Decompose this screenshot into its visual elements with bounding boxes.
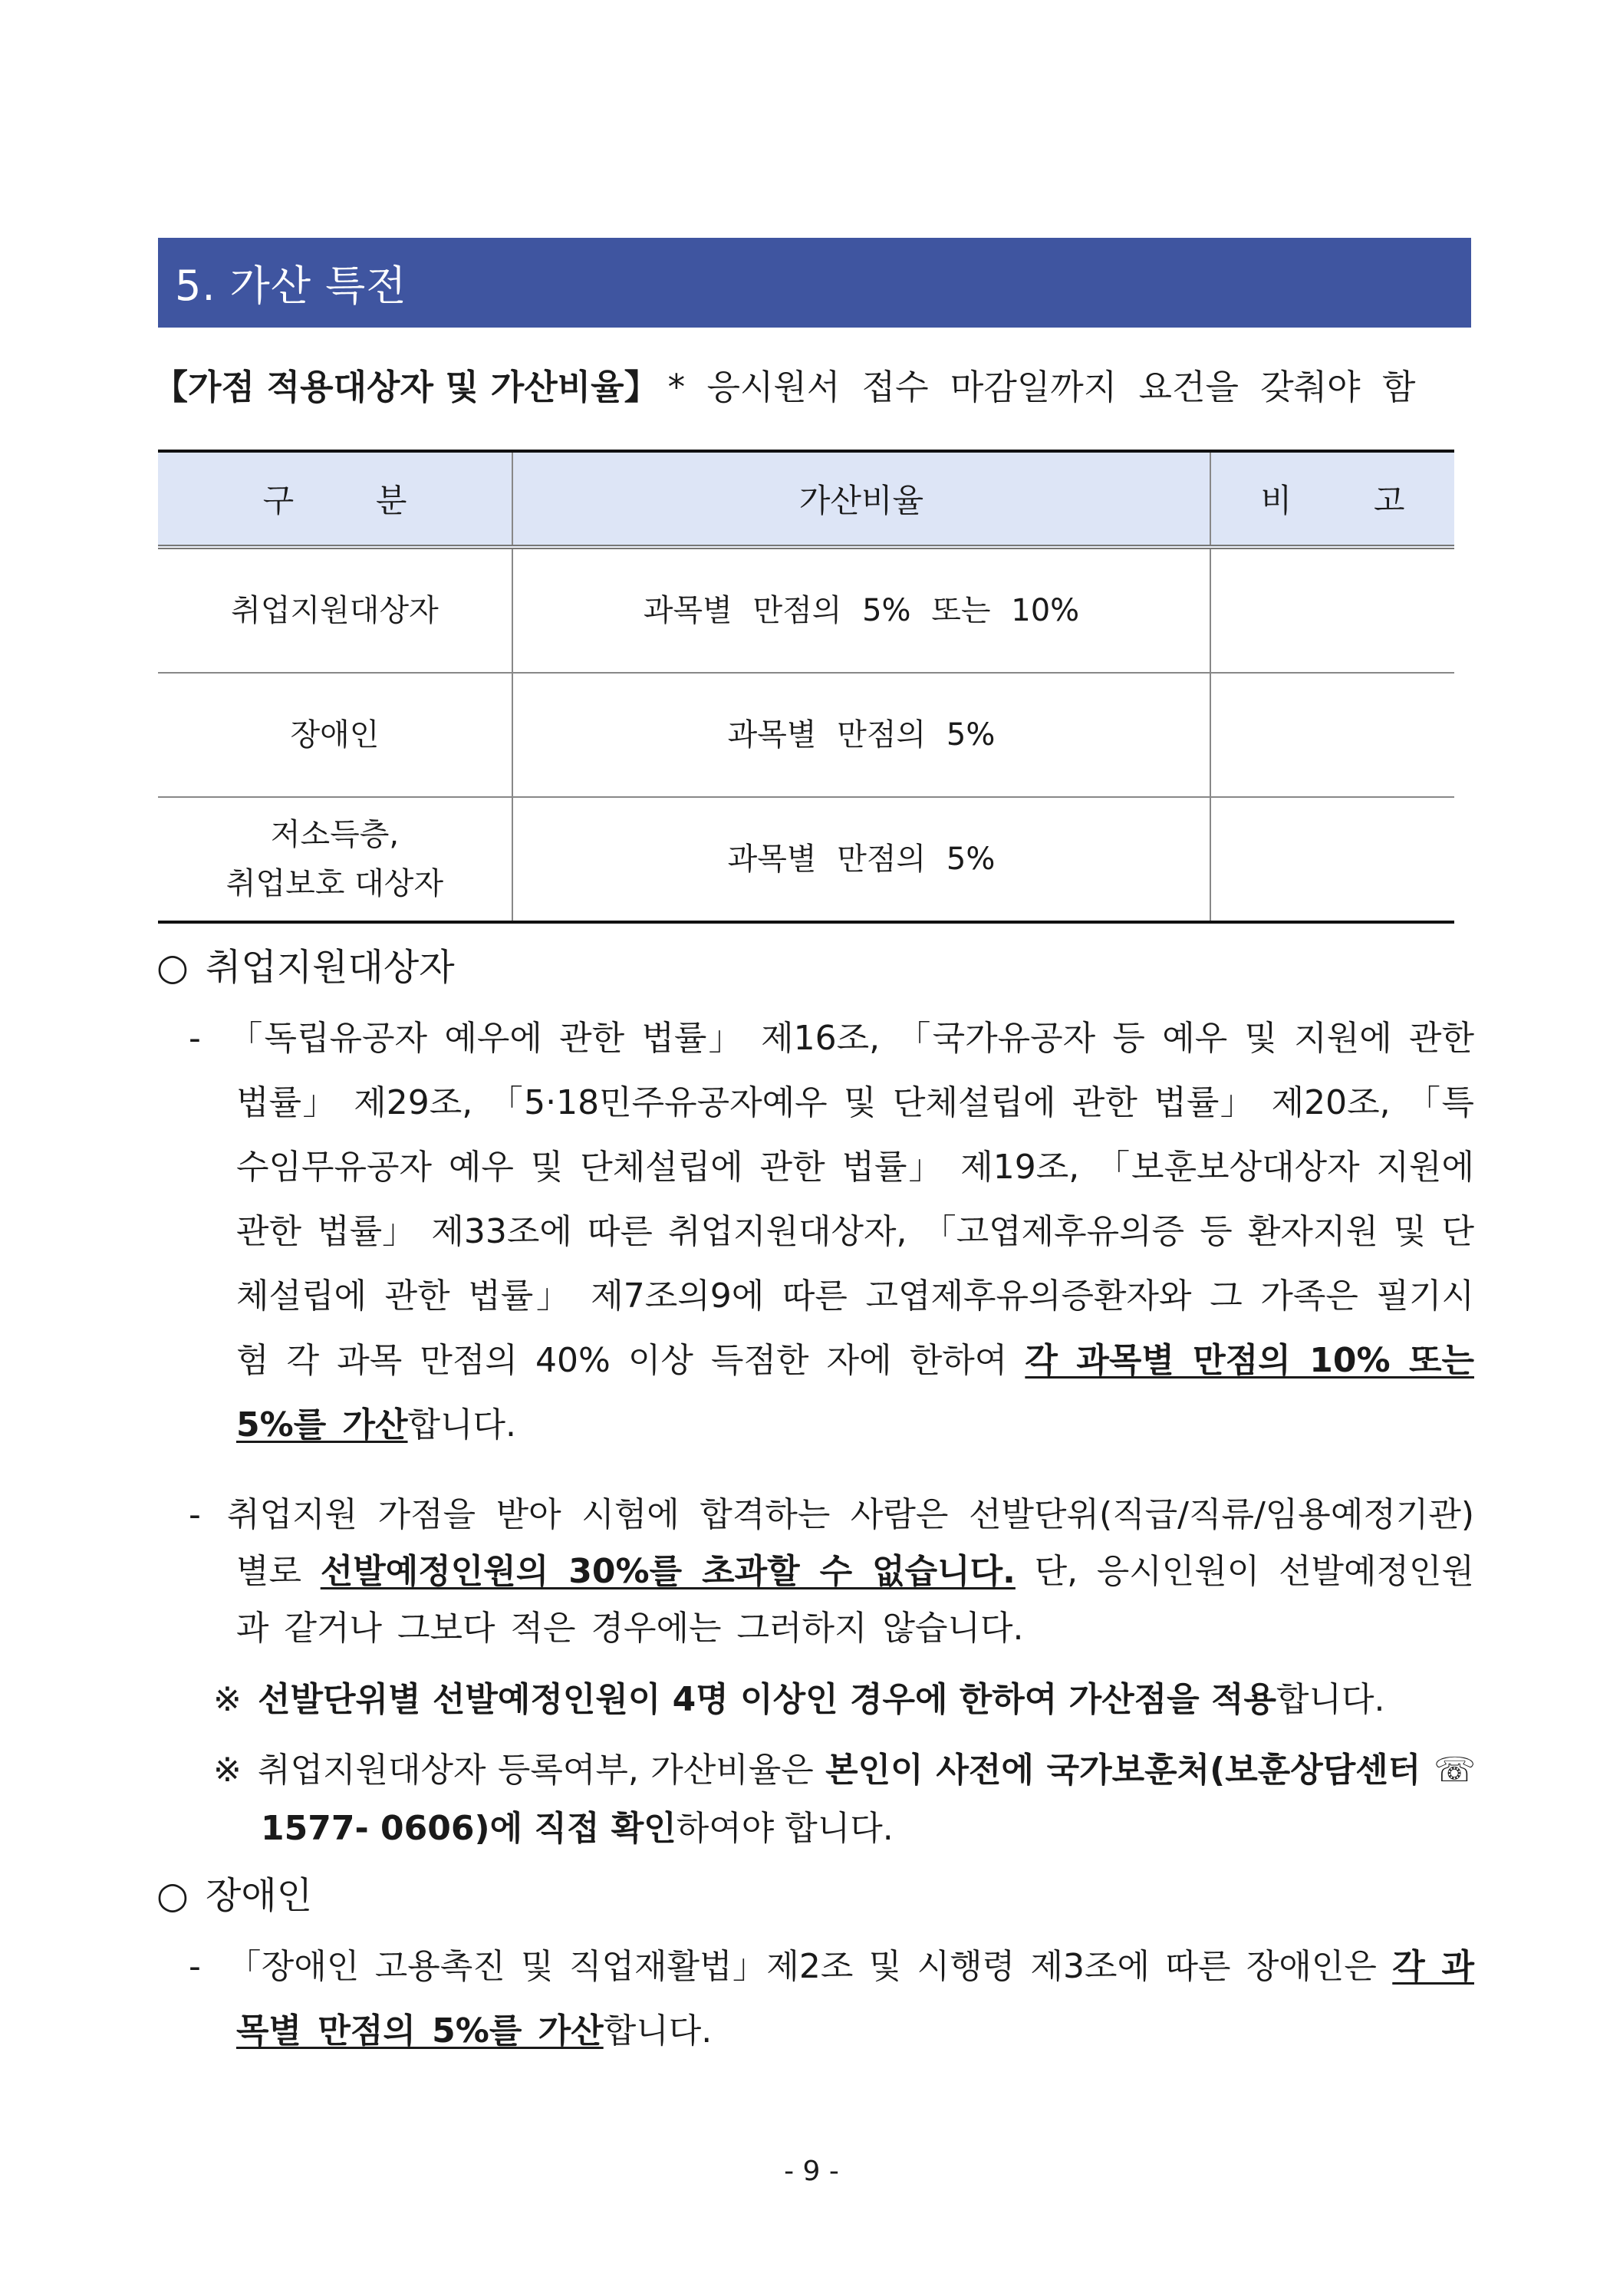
dash-marker: - — [189, 1947, 201, 1986]
veterans-note2-text: 취업지원대상자 등록여부, 가산비율은 — [258, 1751, 826, 1790]
veterans-p2-text1: 취업지원 가점을 받아 시험에 합격하는 사람은 선발단위(직급/직류/임용예정기관)별로 — [227, 1495, 1474, 1591]
veterans-note-2 — [213, 1741, 1476, 1858]
header-remark: 비 고 — [1210, 451, 1454, 547]
disabled-heading — [156, 1866, 312, 1919]
row-category-line2: 취업보호 대상자 — [226, 866, 444, 901]
section-title: 5. 가산 특전 — [175, 262, 407, 310]
veterans-note2-tail: 하여야 합니다. — [676, 1809, 894, 1848]
disabled-heading-text: 장애인 — [206, 1874, 313, 1917]
row-remark — [1210, 673, 1454, 797]
veterans-heading-text: 취업지원대상자 — [206, 946, 455, 989]
veterans-note2-bold: 본인이 사전에 국가보훈처(보훈상담센터 ☏ 1577- 0606)에 직접 확인 — [261, 1751, 1476, 1848]
dash-marker: - — [189, 1495, 201, 1534]
subtitle-note: * 응시원서 접수 마감일까지 요건을 갖춰야 함 — [667, 367, 1416, 407]
row-rate: 과목별 만점의 5% — [512, 673, 1210, 797]
veterans-heading — [156, 937, 455, 990]
veterans-p1-text: 「독립유공자 예우에 관한 법률」 제16조, 「국가유공자 등 예우 및 지원에 관한 법률」 제29조, 「5‧18민주유공자예우 및 단체설립에 관한 법률」 제20조, 「특수임무유공자 예우 및 단체설립에 관한 법률」 제19조, 「보훈보상대상자 지원에 관한 법률」 제33조에 따른 취업지원대상자, 「고엽제후유의증 등 환자지원 및 단체설립에 관한 법률」 제7조의9에 따른 고엽제후유의증환자와 그 가족은 필기시험 각 과목 만점의 40% 이상 득점한 자에 한하여 — [227, 1019, 1474, 1380]
subtitle-bold: 【가점 적용대상자 및 가산비율】 — [153, 367, 659, 407]
table-row — [158, 547, 1454, 673]
veterans-p2-text2: 단, 응시인원이 선발예정인원과 같거나 그보다 적은 경우에는 그러하지 않습니다. — [236, 1552, 1474, 1648]
veterans-p2-emphasis: 선발예정인원의 30%를 초과할 수 없습니다. — [320, 1552, 1016, 1591]
circle-bullet-icon: ○ — [156, 1874, 189, 1917]
bonus-rate-table — [158, 450, 1454, 924]
header-category: 구 분 — [158, 451, 512, 547]
veterans-note1-tail: 합니다. — [1276, 1680, 1385, 1719]
bonus-subtitle — [153, 359, 1415, 409]
veterans-p1-tail: 합니다. — [407, 1405, 517, 1444]
disabled-p1-tail: 합니다. — [603, 2011, 713, 2051]
veterans-paragraph-1 — [189, 1006, 1474, 1458]
row-category-line1: 저소득층, — [270, 817, 400, 852]
veterans-note-1 — [213, 1671, 1476, 1729]
circle-bullet-icon: ○ — [156, 946, 189, 989]
page-number: - 9 - — [784, 2156, 839, 2187]
veterans-p1-emphasis: 각 과목별 만점의 10% 또는 5%를 가산 — [236, 1341, 1474, 1444]
row-rate: 과목별 만점의 5% 또는 10% — [512, 547, 1210, 673]
dash-marker: - — [189, 1019, 201, 1058]
header-rate: 가산비율 — [512, 451, 1210, 547]
row-category: 장애인 — [158, 673, 512, 797]
table-row — [158, 673, 1454, 797]
note-mark: ※ — [213, 1751, 242, 1790]
row-category — [158, 797, 512, 922]
section-title-bar — [158, 238, 1471, 328]
table-row — [158, 797, 1454, 922]
row-remark — [1210, 547, 1454, 673]
disabled-paragraph-1 — [189, 1935, 1474, 2064]
table-header-row — [158, 451, 1454, 547]
disabled-p1-emphasis: 각 과목별 만점의 5%를 가산 — [236, 1947, 1474, 2051]
row-rate: 과목별 만점의 5% — [512, 797, 1210, 922]
veterans-paragraph-2 — [189, 1487, 1474, 1657]
veterans-note1-bold: 선발단위별 선발예정인원이 4명 이상인 경우에 한하여 가산점을 적용 — [258, 1680, 1276, 1719]
note-mark: ※ — [213, 1680, 242, 1719]
row-remark — [1210, 797, 1454, 922]
disabled-p1-text: 「장애인 고용촉진 및 직업재활법」제2조 및 시행령 제3조에 따른 장애인은 — [227, 1947, 1393, 1986]
row-category: 취업지원대상자 — [158, 547, 512, 673]
